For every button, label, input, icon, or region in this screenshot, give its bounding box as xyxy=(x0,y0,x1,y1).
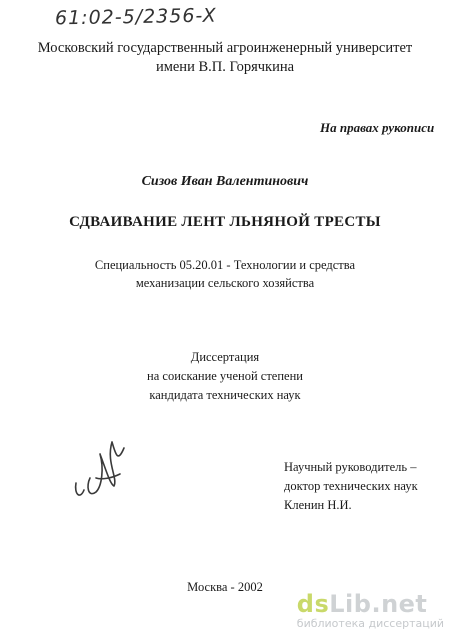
handwritten-catalog-code: 61:02-5/2356-X xyxy=(54,4,217,30)
supervisor-line-1: Научный руководитель – xyxy=(284,460,417,474)
signature-icon xyxy=(66,428,136,508)
watermark-brand-prefix: ds xyxy=(296,590,330,618)
institution-line-1: Московский государственный агроинженерный университет xyxy=(37,40,413,56)
watermark-brand-rest: Lib.net xyxy=(329,590,428,618)
city-year: Москва - 2002 xyxy=(187,580,263,594)
supervisor-line-3: Кленин Н.И. xyxy=(284,498,352,512)
watermark-subtitle: библиотека диссертаций xyxy=(296,617,444,630)
dslib-watermark xyxy=(297,592,444,630)
watermark-brand xyxy=(297,592,444,616)
specialty-line-1: Специальность 05.20.01 - Технологии и средства xyxy=(94,258,356,272)
specialty-line-2: механизации сельского хозяйства xyxy=(135,276,315,290)
dissertation-title: СДВАИВАНИЕ ЛЕНТ ЛЬНЯНОЙ ТРЕСТЫ xyxy=(69,214,381,230)
dissertation-type-line-3: кандидата технических наук xyxy=(149,388,301,402)
supervisor-line-2: доктор технических наук xyxy=(284,479,418,493)
institution-line-2: имени В.П. Горячкина xyxy=(155,59,295,75)
dissertation-type-line-2: на соискание ученой степени xyxy=(147,369,303,383)
dissertation-type-line-1: Диссертация xyxy=(190,350,260,364)
rights-note: На правах рукописи xyxy=(320,120,435,135)
author-name: Сизов Иван Валентинович xyxy=(141,174,309,189)
